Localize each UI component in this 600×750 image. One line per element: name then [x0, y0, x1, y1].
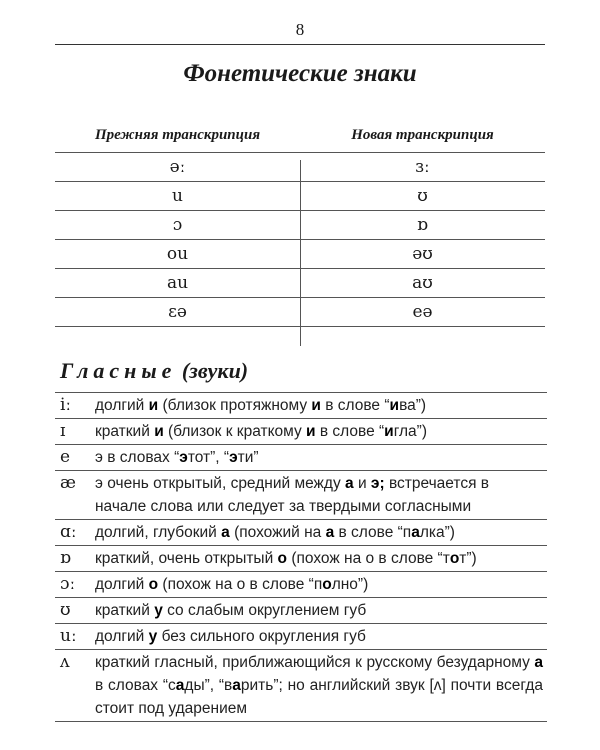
vowel-row: [55, 392, 547, 418]
vowel-symbol: æ: [60, 473, 76, 493]
vowel-description: краткий гласный, приближающийся к русскому безударному а в словах “сады”, “варить”; но английский звук [ʌ] почти всегда стоит под ударением: [95, 654, 543, 717]
vowel-row: [55, 571, 547, 597]
transcription-old-symbol: au: [166, 273, 189, 293]
transcription-old-symbol: əː: [169, 157, 186, 177]
page-number: 8: [295, 20, 305, 39]
vowel-description: краткий и (близок к краткому и в слове “игла”): [95, 423, 428, 440]
vowel-description: э в словах “этот”, “эти”: [95, 449, 259, 466]
vowel-description: долгий о (похож на о в слове “полно”): [95, 576, 369, 593]
transcription-table: [55, 118, 545, 327]
vowel-description: э очень открытый, средний между а и э; встречается в начале слова или следует за твердыми согласными: [95, 475, 490, 515]
vowel-row: [55, 649, 547, 722]
transcription-new-symbol: əʊ: [412, 244, 433, 264]
transcription-old-symbol: ou: [166, 244, 189, 264]
vowels-title-suffix: (звуки): [176, 358, 249, 383]
transcription-new-symbol: eə: [412, 302, 433, 322]
vowel-symbol: e: [60, 447, 71, 467]
header-rule: [55, 44, 545, 45]
vowel-description: долгий, глубокий а (похожий на а в слове “палка”): [95, 524, 455, 541]
transcription-new-symbol: ɒ: [417, 215, 428, 235]
vowel-symbol: ʌ: [60, 652, 70, 672]
vowel-symbol: ʊ: [60, 600, 71, 620]
transcription-new-symbol: ɜː: [415, 157, 430, 177]
vowel-row: [55, 597, 547, 623]
page-title: Фонетические знаки: [183, 60, 417, 87]
transcription-old-symbol: u: [172, 186, 183, 206]
vowel-symbol: iː: [60, 395, 72, 415]
transcription-new-symbol: ʊ: [417, 186, 428, 206]
vowel-description: долгий у без сильного округления губ: [95, 628, 366, 645]
vowel-row: [55, 545, 547, 571]
vowels-title-word: Гласные: [60, 358, 177, 383]
vowel-description: долгий и (близок протяжному и в слове “ива”): [95, 397, 427, 414]
vowel-row: [55, 470, 547, 519]
transcription-old-symbol: ɛə: [168, 302, 187, 322]
vowel-symbol: uː: [60, 626, 77, 646]
column-divider: [300, 160, 301, 346]
transcription-old-symbol: ɔ: [172, 215, 183, 235]
vowels-section-title: [60, 358, 248, 384]
vowel-symbol: ɪ: [60, 421, 66, 441]
vowel-symbol: ɔː: [60, 574, 76, 594]
vowel-symbol: ɑː: [60, 522, 77, 542]
vowel-description: краткий у со слабым округлением губ: [95, 602, 367, 619]
transcription-table-body: [55, 152, 545, 327]
vowel-symbol: ɒ: [60, 548, 71, 568]
header-old-transcription: Прежняя транскрипция: [94, 126, 261, 143]
vowel-row: [55, 519, 547, 545]
transcription-new-symbol: aʊ: [412, 273, 433, 293]
vowel-row: [55, 444, 547, 470]
vowels-list: [55, 392, 547, 722]
vowel-row: [55, 623, 547, 649]
header-new-transcription: Новая транскрипция: [351, 126, 494, 143]
vowel-description: краткий, очень открытый о (похож на о в слове “тот”): [95, 550, 477, 567]
transcription-table-header: [55, 118, 545, 152]
vowel-row: [55, 418, 547, 444]
